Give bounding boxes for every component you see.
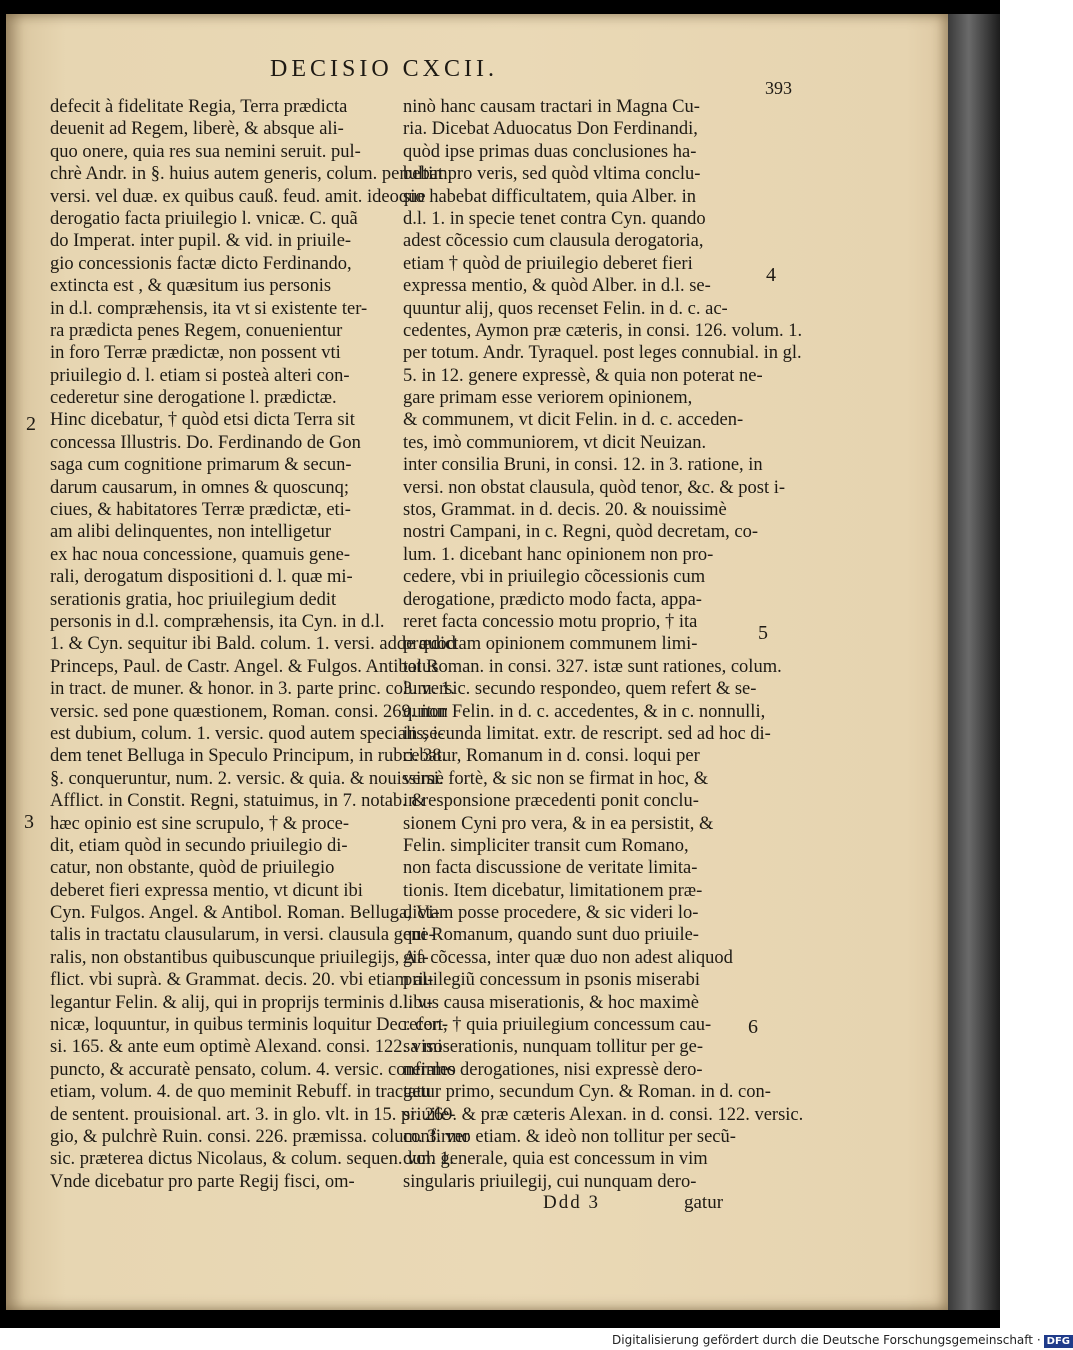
right-column-line: versi. fortè, & sic non se firmat in hoc, & xyxy=(403,768,709,789)
right-column-line: refert, † quia priuilegium concessum cau- xyxy=(403,1015,712,1036)
right-column-line: priuilegiũ concessum in psonis miserabi xyxy=(403,970,700,991)
right-column-line: derogatione, prædicto modo facta, appa- xyxy=(403,589,702,610)
right-column-line: quòd ipse primas duas conclusiones ha- xyxy=(403,141,697,162)
right-column-line: d.l. 1. in specie tenet contra Cyn. quando xyxy=(403,208,706,229)
right-column-line: singularis priuilegij, cui nunquam dero- xyxy=(403,1171,697,1192)
left-column-line: cederetur sine derogatione l. prædictæ. xyxy=(50,388,337,409)
catchword: gatur xyxy=(684,1192,724,1213)
left-column-line: personis in d.l. compræhensis, ita Cyn. in d.l. xyxy=(50,611,385,632)
left-column-line: versic. sed pone quæstionem, Roman. consi. 269. non xyxy=(50,701,448,722)
right-column-line: ria. Dicebat Aduocatus Don Ferdinandi, xyxy=(403,119,698,140)
right-column-line: cebatur, Romanum in d. consi. loqui per xyxy=(403,746,700,767)
left-column-line: gio concessionis factæ dicto Ferdinando, xyxy=(50,253,352,274)
left-column-line: est dubium, colum. 1. versic. quod autem specialis, i- xyxy=(50,723,445,744)
right-column-line: getur primo, secundum Cyn. & Roman. in d. con- xyxy=(403,1082,771,1103)
margin-number-6: 6 xyxy=(748,1016,758,1038)
left-column-line: Princeps, Paul. de Castr. Angel. & Fulgos. Antibolus xyxy=(50,656,439,677)
right-column-line: tat Roman. in consi. 327. istæ sunt rationes, colum. xyxy=(403,656,782,677)
left-column-line: am alibi delinquentes, non intelligetur xyxy=(50,522,332,543)
right-column-line: quitur Felin. in d. c. accedentes, & in c. nonnulli, xyxy=(403,701,766,722)
right-column-line: 5. in 12. genere expressè, & quia non poterat ne- xyxy=(403,365,763,386)
left-column-line: Afflict. in Constit. Regni, statuimus, in 7. notab. & xyxy=(50,791,426,812)
left-column-line: ralis, non obstantibus quibuscunque priuilegijs, Af- xyxy=(50,947,429,968)
right-column-line: gare primam esse veriorem opinionem, xyxy=(403,388,693,409)
right-column-line: si. 269. & præ cæteris Alexan. in d. consi. 122. versic. xyxy=(403,1104,804,1125)
right-column-line: non facta discussione de veritate limita- xyxy=(403,858,698,879)
left-column-line: derogatio facta priuilegio l. vnicæ. C. quã xyxy=(50,208,358,229)
left-column-line: darum causarum, in omnes & quoscunq; xyxy=(50,477,350,498)
left-column-line: extincta est , & quæsitum ius personis xyxy=(50,276,332,297)
left-column-line: quo onere, quia res sua nemini seruit. pul- xyxy=(50,141,361,162)
left-column-line: in foro Terræ prædictæ, non possent vti xyxy=(50,343,341,364)
right-column-line: expressa mentio, & quòd Alber. in d.l. se- xyxy=(403,276,711,297)
left-column-line: in tract. de muner. & honor. in 3. parte princ. colum. 1. xyxy=(50,679,455,700)
right-column-line: gia cõcessa, inter quæ duo non adest aliquod xyxy=(403,947,733,968)
left-column-line: gio, & pulchrè Ruin. consi. 226. præmissa. colum. 3. ver xyxy=(50,1126,470,1147)
right-column-line: sio habebat difficultatem, quia Alber. in xyxy=(403,186,697,207)
left-column-line: in d.l. compræhensis, ita vt si existente ter- xyxy=(50,298,368,319)
right-column-line: lum. 1. dicebant hanc opinionem non pro- xyxy=(403,544,714,565)
margin-number-4: 4 xyxy=(766,264,776,286)
left-column-line: legantur Felin. & alij, qui in proprijs terminis d.l. v- xyxy=(50,992,433,1013)
right-column-line: sa miserationis, nunquam tollitur per ge- xyxy=(403,1037,704,1058)
right-column-line: bebat pro veris, sed quòd vltima conclu- xyxy=(403,164,701,185)
right-column-line: & communem, vt dicit Felin. in d. c. acceden- xyxy=(403,410,744,431)
right-column-line: per totum. Andr. Tyraquel. post leges connubial. in gl. xyxy=(403,343,802,364)
left-column-line: defecit à fidelitate Regia, Terra prædicta xyxy=(50,97,348,117)
right-column-line: libus causa miserationis, & hoc maximè xyxy=(403,992,699,1013)
left-text-column xyxy=(50,96,470,1193)
left-column-line: nicæ, loquuntur, in quibus terminis loquitur Dec. con- xyxy=(50,1015,448,1036)
right-column-line: nerales derogationes, nisi expressè dero- xyxy=(403,1059,703,1080)
left-column-line: serationis gratia, hoc priuilegium dedit xyxy=(50,589,337,610)
right-column-line: nostri Campani, in c. Regni, quòd decretam, co- xyxy=(403,522,759,543)
right-column-line: 3. versic. secundo respondeo, quem refert & se- xyxy=(403,679,757,700)
left-column-line: de sentent. prouisional. art. 3. in glo. vlt. in 15. priuile- xyxy=(50,1104,456,1125)
right-column-line: confirmo etiam. & ideò non tollitur per secũ- xyxy=(403,1126,736,1147)
right-column-line: quuntur alij, quos recenset Felin. in d. c. ac- xyxy=(403,298,728,319)
left-column-line: priuilegio d. l. etiam si posteà alteri con- xyxy=(50,365,350,386)
left-column-line: deuenit ad Regem, liberè, & absque ali- xyxy=(50,119,344,140)
left-column-line: versi. vel duæ. ex quibus cauß. feud. amit. ideoque xyxy=(50,186,426,207)
left-column-line: 1. & Cyn. sequitur ibi Bald. colum. 1. versi. adde quod xyxy=(50,634,456,655)
left-column-line: dit, etiam quòd in secundo priuilegio di- xyxy=(50,835,348,856)
left-column-line: puncto, & accuratè pensato, colum. 4. versic. confirmo xyxy=(50,1059,456,1080)
left-column-line: flict. vbi suprà. & Grammat. decis. 20. vbi etiam al- xyxy=(50,970,434,991)
margin-number-5: 5 xyxy=(758,622,768,644)
right-column-line: tionis. Item dicebatur, limitationem præ- xyxy=(403,880,703,901)
left-column-line: catur, non obstante, quòd de priuilegio xyxy=(50,858,335,879)
left-column-line: do Imperat. inter pupil. & vid. in priuile- xyxy=(50,231,352,252)
margin-number-3: 3 xyxy=(24,811,34,833)
left-column-line: sic. præterea dictus Nicolaus, & colum. sequen. vol. 1. xyxy=(50,1149,454,1170)
right-column-line: reret facta concessio motu proprio, † ita xyxy=(403,611,698,632)
right-text-column xyxy=(403,96,804,1193)
right-column-line: inter consilia Bruni, in consi. 12. in 3. ratione, in xyxy=(403,455,763,476)
left-column-line: talis in tractatu clausularum, in versi. clausula gene- xyxy=(50,925,435,946)
right-column-line: adest cõcessio cum clausula derogatoria, xyxy=(403,231,704,252)
left-column-line: ciues, & habitatores Terræ prædictæ, eti- xyxy=(50,500,351,521)
dfg-logo: DFG xyxy=(1044,1335,1073,1348)
right-column-line: in responsione præcedenti ponit conclu- xyxy=(403,791,699,812)
right-column-line: stos, Grammat. in d. decis. 20. & nouissimè xyxy=(403,500,727,521)
left-column-line: Hinc dicebatur, † quòd etsi dicta Terra sit xyxy=(50,410,355,431)
left-column-line: concessa Illustris. Do. Ferdinando de Gon xyxy=(50,432,361,453)
right-column-line: dictam posse procedere, & sic videri lo- xyxy=(403,903,699,924)
left-column-line: ra prædicta penes Regem, conuenientur xyxy=(50,320,343,341)
digitization-credit xyxy=(612,1333,1073,1348)
running-head: DECISIO CXCII. xyxy=(270,56,498,82)
left-column-line: si. 165. & ante eum optimè Alexand. consi. 122. viso xyxy=(50,1037,443,1058)
left-column-line: Vnde dicebatur pro parte Regij fisci, om- xyxy=(50,1171,355,1192)
left-column-line: §. conqueruntur, num. 2. versic. & quia. & nouissimè xyxy=(50,768,444,789)
left-column-line: ex hac noua concessione, quamuis gene- xyxy=(50,544,351,565)
right-column-line: dum generale, quia est concessum in vim xyxy=(403,1149,708,1170)
left-column-line: Cyn. Fulgos. Angel. & Antibol. Roman. Belluga, Vi- xyxy=(50,903,440,924)
right-column-line: cedere, vbi in priuilegio cõcessionis cum xyxy=(403,567,706,588)
left-column-line: etiam, volum. 4. de quo meminit Rebuff. in tractatu xyxy=(50,1082,431,1103)
right-column-line: Felin. simpliciter transit cum Romano, xyxy=(403,835,689,856)
right-column-line: in secunda limitat. extr. de rescript. sed ad hoc di- xyxy=(403,723,771,744)
right-column-line: versi. non obstat clausula, quòd tenor, &c. & post i- xyxy=(403,477,786,498)
credit-text: Digitalisierung gefördert durch die Deutsche Forschungsgemeinschaft · xyxy=(612,1333,1041,1347)
right-column-line: etiam † quòd de priuilegio deberet fieri xyxy=(403,253,693,274)
right-column-line: tes, imò communiorem, vt dicit Neuizan. xyxy=(403,432,707,453)
left-column-line: rali, derogatum dispositioni d. l. quæ mi- xyxy=(50,567,353,588)
left-column-line: saga cum cognitione primarum & secun- xyxy=(50,455,352,476)
left-column-line: deberet fieri expressa mentio, vt dicunt ibi xyxy=(50,880,363,901)
right-column-line: qui Romanum, quando sunt duo priuile- xyxy=(403,925,699,946)
right-column-line: sionem Cyni pro vera, & in ea persistit, & xyxy=(403,813,714,834)
left-column-line: hæc opinio est sine scrupulo, † & proce- xyxy=(50,813,350,834)
margin-number-2: 2 xyxy=(26,413,36,435)
right-column-line: prædictam opinionem communem limi- xyxy=(403,634,698,655)
left-column-line: dem tenet Belluga in Speculo Principum, in rubri. 38. xyxy=(50,746,447,767)
right-column-line: ninò hanc causam tractari in Magna Cu- xyxy=(403,97,700,117)
signature-mark: Ddd 3 xyxy=(543,1192,600,1213)
right-column-line: cedentes, Aymon præ cæteris, in consi. 126. volum. 1. xyxy=(403,320,803,341)
page-number: 393 xyxy=(765,78,792,98)
page-edge-strip xyxy=(948,14,1000,1310)
left-column-line: chrè Andr. in §. huius autem generis, colum. penultim. xyxy=(50,164,453,185)
